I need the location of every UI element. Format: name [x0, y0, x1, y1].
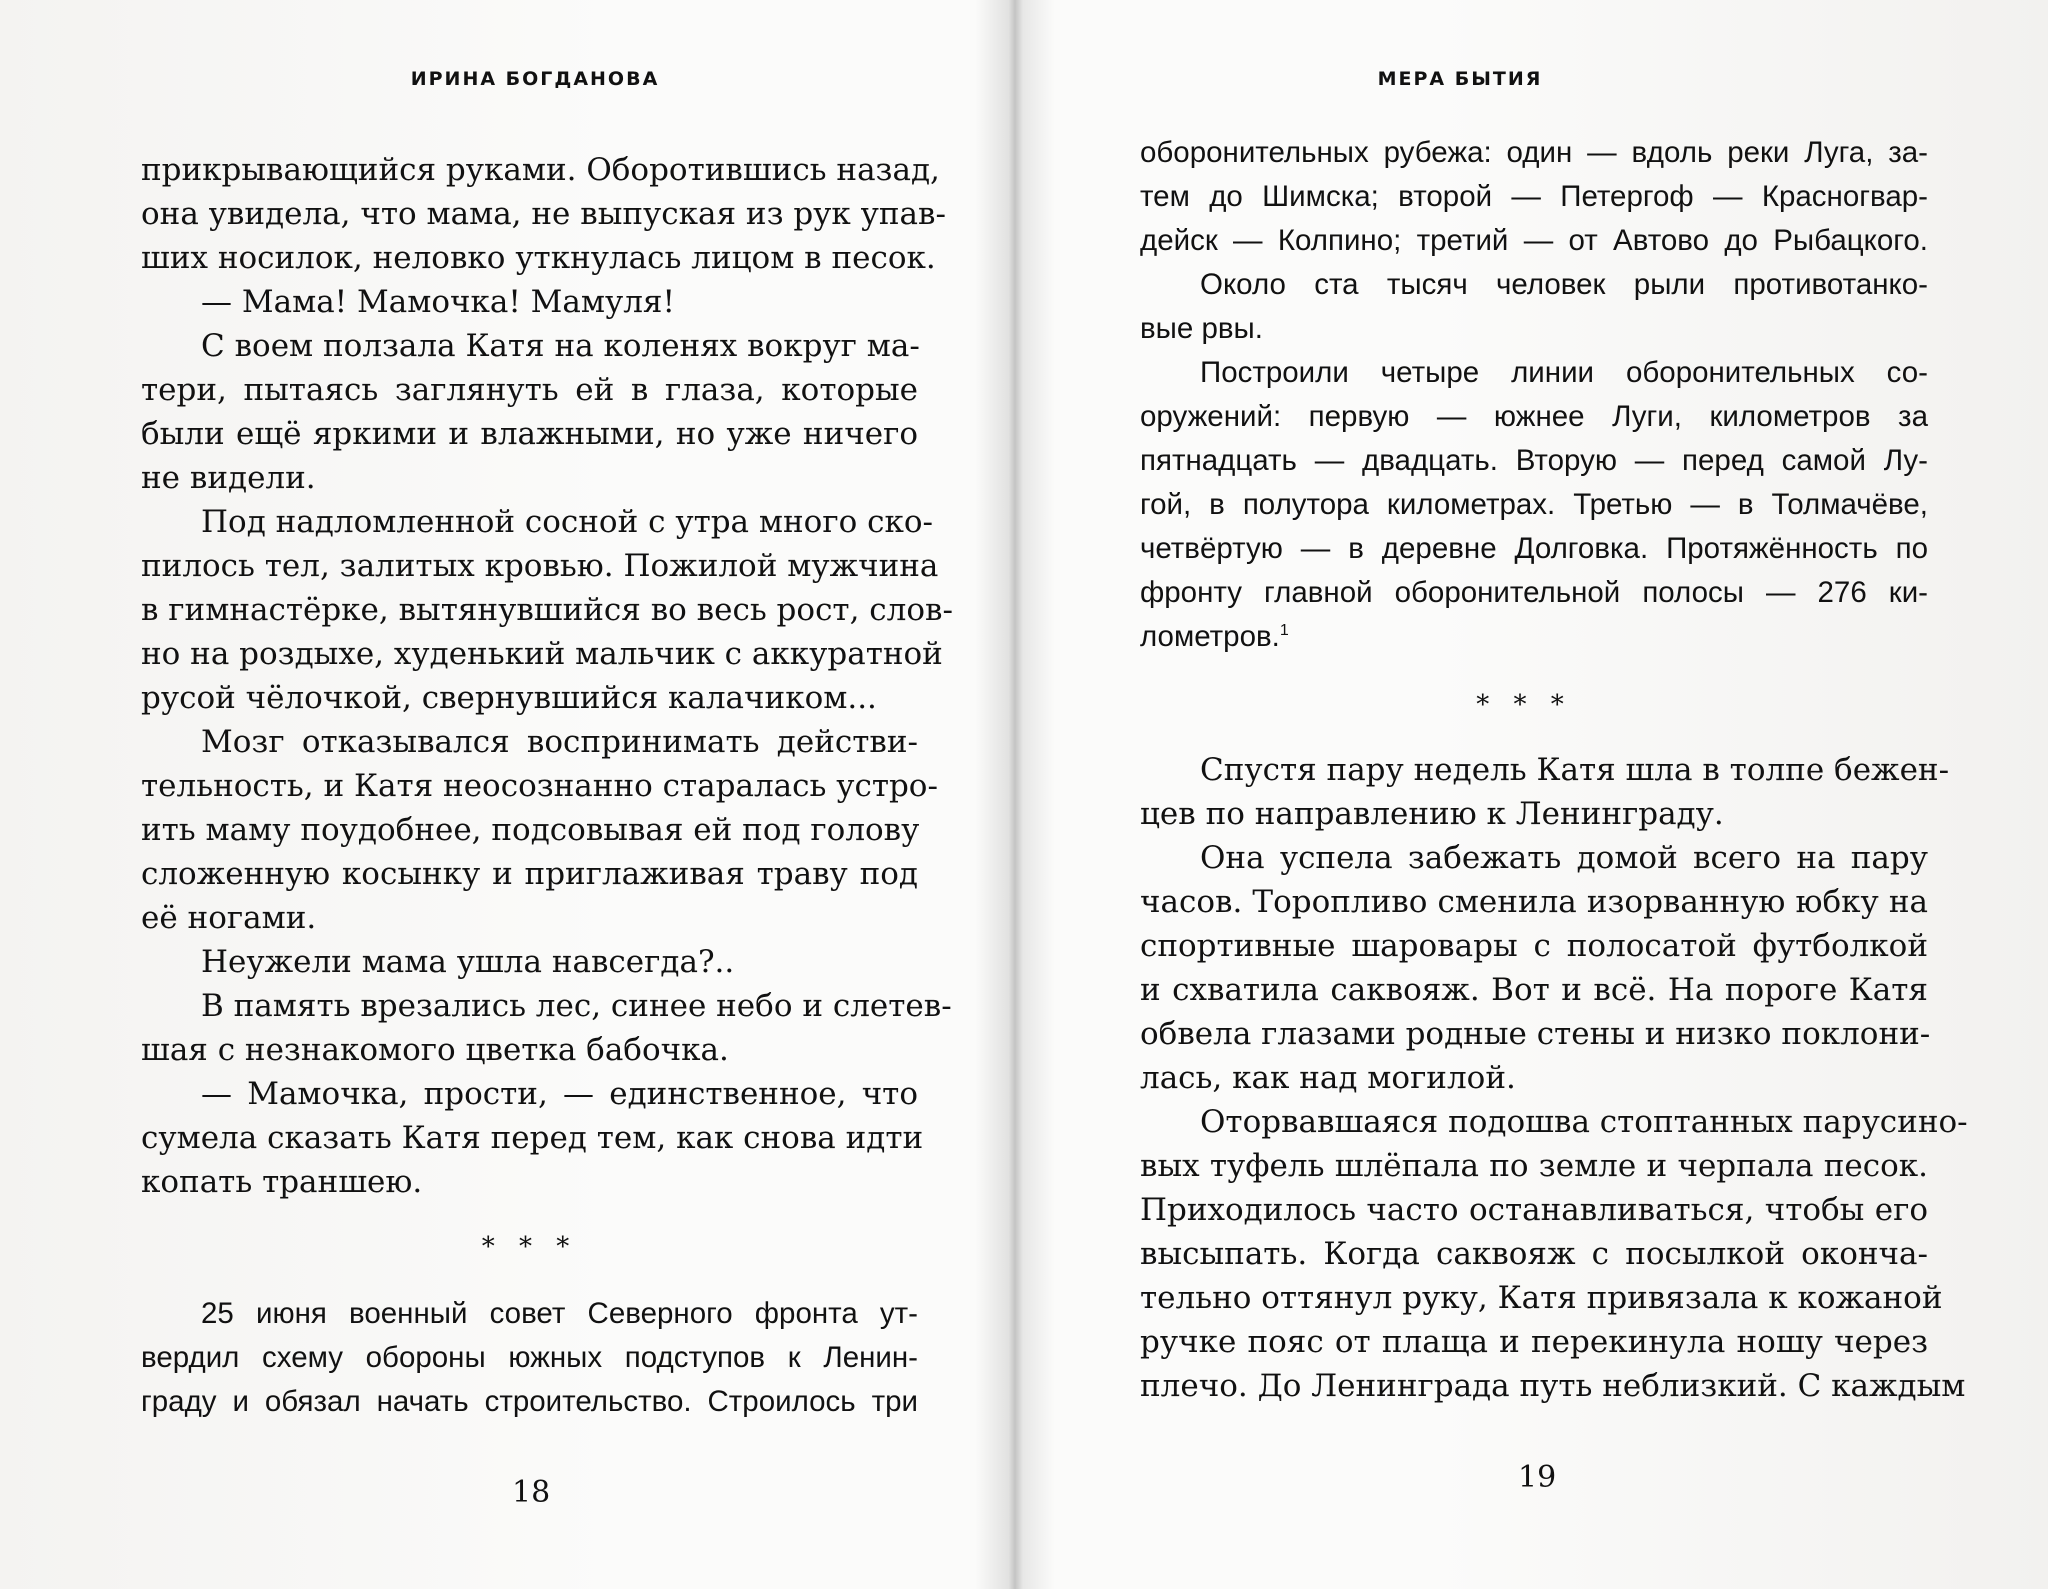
text-line — [1140, 620, 1928, 654]
text-line: вердил схему обороны южных подступов к Ленин- — [141, 1341, 918, 1374]
text-line: высыпать. Когда саквояж с посылкой оконча- — [1140, 1236, 1928, 1272]
text-line: вых туфель шлёпала по земле и черпала песок. — [1140, 1148, 1928, 1184]
text-line: часов. Торопливо сменила изорванную юбку на — [1140, 884, 1928, 920]
text-line: не видели. — [141, 460, 316, 496]
text-line: граду и обязал начать строительство. Строилось три — [141, 1385, 918, 1418]
text-line: Под надломленной сосной с утра много ско- — [201, 504, 933, 540]
right-page — [1020, 0, 2048, 1589]
text-line: пятнадцать — двадцать. Вторую — перед самой Лу- — [1140, 444, 1928, 477]
text-line: дейск — Колпино; третий — от Автово до Рыбацкого. — [1140, 224, 1928, 257]
text-line: копать траншею. — [141, 1164, 423, 1200]
text-line: были ещё яркими и влажными, но уже ничего — [141, 416, 918, 452]
text-line: гой, в полутора километрах. Третью — в Толмачёве, — [1140, 488, 1928, 521]
text-line: пилось тел, залитых кровью. Пожилой мужчина — [141, 548, 939, 584]
text-line: лась, как над могилой. — [1140, 1060, 1516, 1096]
text-line: спортивные шаровары с полосатой футболкой — [1140, 928, 1928, 964]
text-line: но на роздыхе, худенький мальчик с аккуратной — [141, 636, 943, 672]
text-line: — Мама! Мамочка! Мамуля! — [201, 284, 675, 320]
text-line: Оторвавшаяся подошва стоптанных парусино- — [1200, 1104, 1968, 1140]
text-line: тельность, и Катя неосознанно старалась устро- — [141, 768, 938, 804]
text-line: её ногами. — [141, 900, 317, 936]
section-break: * * * — [1476, 690, 1572, 720]
text-line: цев по направлению к Ленинграду. — [1140, 796, 1724, 832]
text-line: Она успела забежать домой всего на пару — [1200, 840, 1928, 876]
page-number: 18 — [512, 1475, 551, 1510]
text-line: В память врезались лес, синее небо и слетев- — [201, 988, 952, 1024]
text-line: фронту главной оборонительной полосы — 276 ки- — [1140, 576, 1928, 609]
footnote-marker: 1 — [1279, 622, 1289, 640]
text-line: ших носилок, неловко уткнулась лицом в песок. — [141, 240, 936, 276]
text-line: 25 июня военный совет Северного фронта ут- — [201, 1297, 918, 1330]
text-line: тельно оттянул руку, Катя привязала к кожаной — [1140, 1280, 1943, 1316]
text-line: Неужели мама ушла навсегда?.. — [201, 944, 735, 980]
text-line: оружений: первую — южнее Луги, километров за — [1140, 400, 1928, 433]
text-line: обвела глазами родные стены и низко поклони- — [1140, 1016, 1931, 1052]
text-line: вые рвы. — [1140, 312, 1263, 345]
page-number: 19 — [1518, 1460, 1557, 1495]
text-line: в гимнастёрке, вытянувшийся во весь рост, слов- — [141, 592, 953, 628]
text-line: плечо. До Ленинграда путь неблизкий. С каждым — [1140, 1368, 1966, 1404]
text-line: сумела сказать Катя перед тем, как снова идти — [141, 1120, 924, 1156]
text-line: — Мамочка, прости, — единственное, что — [201, 1076, 918, 1112]
text-line: она увидела, что мама, не выпуская из рук упав- — [141, 196, 946, 232]
text-line: Построили четыре линии оборонительных со- — [1200, 356, 1928, 389]
text-line: Мозг отказывался воспринимать действи- — [201, 724, 918, 760]
left-page — [0, 0, 1010, 1589]
text-line: прикрывающийся руками. Оборотившись назад, — [141, 152, 940, 188]
running-head-author: ИРИНА БОГДАНОВА — [410, 68, 660, 90]
text-line: русой чёлочкой, свернувшийся калачиком... — [141, 680, 877, 716]
section-break: * * * — [481, 1232, 578, 1262]
text-line: Около ста тысяч человек рыли противотанко- — [1200, 268, 1928, 301]
text-line: ить маму поудобнее, подсовывая ей под голову — [141, 812, 920, 848]
text-line: шая с незнакомого цветка бабочка. — [141, 1032, 729, 1068]
text-line: сложенную косынку и приглаживая траву под — [141, 856, 918, 892]
text-line: Спустя пару недель Катя шла в толпе бежен- — [1200, 752, 1950, 788]
text-line: Приходилось часто останавливаться, чтобы его — [1140, 1192, 1928, 1228]
text-line: и схватила саквояж. Вот и всё. На пороге Катя — [1140, 972, 1928, 1008]
text-line: ручке пояс от плаща и перекинула ношу через — [1140, 1324, 1928, 1360]
running-head-title: МЕРА БЫТИЯ — [1377, 68, 1543, 90]
text-line: тем до Шимска; второй — Петергоф — Красногвар- — [1140, 180, 1928, 213]
text-line: тери, пытаясь заглянуть ей в глаза, которые — [141, 372, 918, 408]
text-line: четвёртую — в деревне Долговка. Протяжённость по — [1140, 532, 1928, 565]
text-line: оборонительных рубежа: один — вдоль реки Луга, за- — [1140, 136, 1928, 169]
text-line: С воем ползала Катя на коленях вокруг ма- — [201, 328, 920, 364]
book-gutter-shadow — [975, 0, 1055, 1589]
text-line-content: лометров. — [1140, 620, 1280, 653]
